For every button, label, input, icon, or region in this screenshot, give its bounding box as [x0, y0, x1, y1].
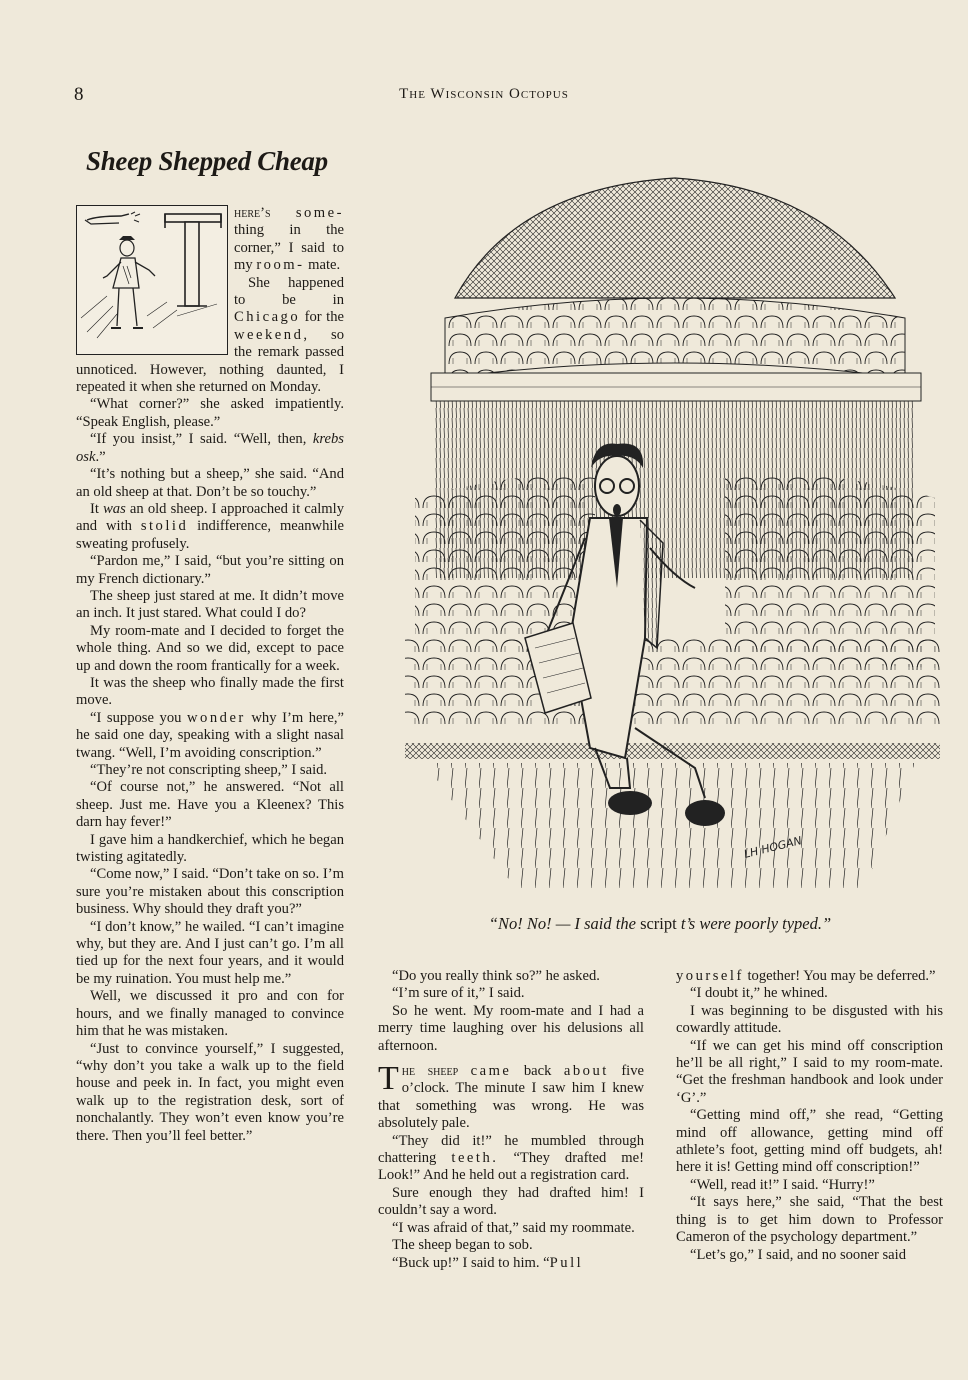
- paragraph: She happened to be in Chicago for the weekend, so the remark passed unnoticed. However, nothing daunted, I repeated it when she returned on Monday.: [76, 274, 344, 396]
- paragraph: “If we can get his mind off conscription he’ll be all right,” I said to my room-mate. “Get the freshman handbook and look under ‘G’.”: [676, 1037, 943, 1106]
- paragraph: “What corner?” she asked impatiently. “Speak English, please.”: [76, 396, 344, 430]
- paragraph: I was beginning to be disgusted with his cowardly attitude.: [676, 1002, 943, 1037]
- paragraph: The sheep began to sob.: [392, 1237, 533, 1254]
- paragraph: I gave him a handkerchief, which he began twisting agitatedly.: [76, 831, 344, 866]
- illustration-caption: “No! No! — I said the script t’s were poorly typed.”: [488, 914, 832, 933]
- drop-cap-T-drawing: [77, 206, 227, 353]
- paragraph: It was the sheep who finally made the first move.: [76, 674, 344, 709]
- text-column-1: here’s some- thing in the corner,” I said to my room- mate. She happened to be in Chicago for the weekend, so the remark passed unnoticed. However, nothing daunted, I repeated it when she returned on Monday. “What corner?” she asked impatiently. “Speak English, please.” “If you insist,” I said. “Well, then, krebs osk.” “It’s nothing but a sheep,” she said. “And an old sheep at that. Don’t be so touchy.” It was an old sheep. I approached it calmly and with stolid indifference, meanwhile sweating profusely. “Pardon me,” I said, “but you’re sitting on my French dictionary.” The sheep just stared at me. It didn’t move an inch. It just stared. What could I do? My room-mate and I decided to forget the whole thing. And so we did, except to pace up and down the room frantically for a week. It was the sheep who finally made the first move. “I suppose you wonder why I’m here,” he said one day, speaking with a slight nasal twang. “Well, I’m avoiding conscription.” “They’re not conscripting sheep,” I said. “Of course not,” he answered. “Not all sheep. Just me. Have you a Kleenex? This darn hay fever!” I gave him a handkerchief, which he began twisting agitatedly. “Come now,” I said. “Don’t take on so. I’m sure you’re mistaken about this conscription business. Why should they draft you?” “I don’t know,” he wailed. “I can’t imagine why, but they are. And I just can’t go. I’m all tied up for the next four years, and it would be my ruination. You must help me.” Well, we discussed it pro and con for hours, and we finally managed to convince him that he was mistaken. “Just to convince yourself,” I suggested, “why don’t you take a walk up to the field house and peek in. In fact, you might even walk up to the registration desk, sort of nonchalantly. They won’t even know you’re there. Then you’ll feel better.”: [76, 205, 344, 1144]
- paragraph: “Come now,” I said. “Don’t take on so. I’m sure you’re mistaken about this conscription business. Why should they draft you?”: [76, 866, 344, 918]
- paragraph: “Well, read it!” I said. “Hurry!”: [690, 1176, 875, 1193]
- paragraph: “Getting mind off,” she read, “Getting mind off allowance, getting mind off athlete’s foot, getting mind off budgets, ah! here it is! Getting mind off conscription!”: [676, 1107, 943, 1176]
- paragraph: “It says here,” she said, “That the best thing is to get him down to Professor Cameron of the psychology department.”: [676, 1194, 943, 1246]
- drop-cap-illustration: [76, 205, 228, 355]
- paragraph: “I suppose you wonder why I’m here,” he said one day, speaking with a slight nasal twang. “Well, I’m avoiding conscription.”: [76, 709, 344, 761]
- paragraph: “It’s nothing but a sheep,” she said. “And an old sheep at that. Don’t be so touchy.”: [76, 466, 344, 500]
- paragraph: “I was afraid of that,” said my roommate.: [392, 1219, 635, 1236]
- paragraph: So he went. My room-mate and I had a merry time laughing over his delusions all afternoon.: [378, 1002, 644, 1054]
- paragraph: “I’m sure of it,” I said.: [392, 985, 525, 1002]
- artist-signature: LH HOGAN: [742, 833, 804, 861]
- paragraph: “I don’t know,” he wailed. “I can’t imagine why, but they are. And I just can’t go. I’m all tied up for the next four years, and it would be my ruination. You must help me.”: [76, 918, 344, 987]
- section-opening-paragraph: The sheep came back about five o’clock. The minute I saw him I knew that something was wrong. He was absolutely pale.: [378, 1060, 645, 1132]
- text-column-2: [378, 968, 644, 1272]
- paragraph: “Just to convince yourself,” I suggested, “why don’t you take a walk up to the field house and peek in. In fact, you might even walk up to the registration desk, sort of nonchalantly. They won’t even know you’re there. Then you’ll feel better.”: [76, 1040, 344, 1144]
- paragraph: “Buck up!” I said to him. “Pull: [392, 1254, 584, 1271]
- paragraph: “Pardon me,” I said, “but you’re sitting on my French dictionary.”: [76, 553, 344, 587]
- paragraph: “Do you really think so?” he asked.: [392, 968, 600, 984]
- running-head: The Wisconsin Octopus: [399, 86, 569, 102]
- text-column-3: [676, 968, 943, 1264]
- cartoon-drawing: [395, 168, 950, 896]
- paragraph: The sheep just stared at me. It didn’t move an inch. It just stared. What could I do?: [76, 587, 344, 622]
- page-number: 8: [74, 84, 84, 105]
- paragraph: “They did it!” he mumbled through chattering teeth. “They drafted me! Look!” And he held out a registration card.: [378, 1132, 644, 1184]
- dropcap-continuation: here’s: [234, 205, 271, 221]
- paragraph: “Of course not,” he answered. “Not all sheep. Just me. Have you a Kleenex? This darn hay fever!”: [76, 779, 344, 831]
- paragraph: Well, we discussed it pro and con for hours, and we finally managed to convince him that he was mistaken.: [76, 988, 344, 1040]
- paragraph: “They’re not conscripting sheep,” I said.: [90, 762, 328, 778]
- paragraph: Sure enough they had drafted him! I couldn’t say a word.: [378, 1184, 644, 1219]
- paragraph: “I doubt it,” he whined.: [690, 985, 828, 1002]
- paragraph: yourself together! You may be deferred.”: [676, 968, 936, 984]
- paragraph: “Let’s go,” I said, and no sooner said: [690, 1246, 907, 1263]
- cartoon-illustration: [395, 168, 950, 896]
- paragraph: “If you insist,” I said. “Well, then, krebs osk.”: [76, 431, 344, 465]
- article-title: Sheep Shepped Cheap: [86, 146, 328, 176]
- paragraph: My room-mate and I decided to forget the whole thing. And so we did, except to pace up and down the room frantically for a week.: [76, 622, 344, 674]
- paragraph: It was an old sheep. I approached it calmly and with stolid indifference, meanwhile sweating profusely.: [76, 500, 344, 552]
